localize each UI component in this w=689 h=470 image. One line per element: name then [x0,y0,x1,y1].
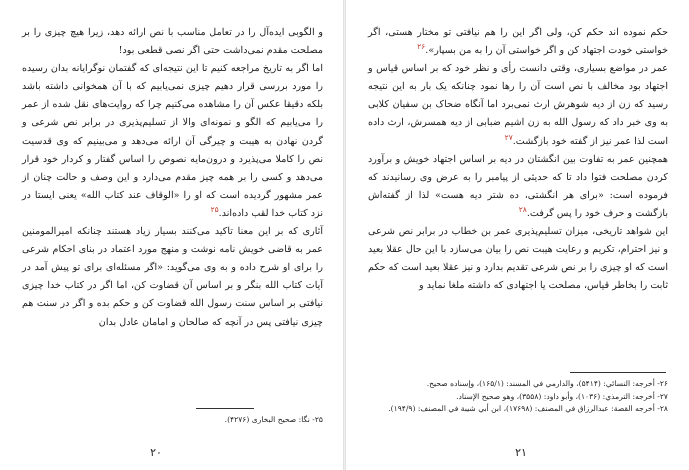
right-paragraph-3-text: همچنین عمر به تفاوت بین انگشتان در دیه بر اساس اجتهاد خویش و برآورد کردن مصلحت فتوا داد تا که حدیثی از پیامبر را به عرض وی رسانیدند که فرموده است: «برای هر انگشتی، ده شتر دیه هست» لذا از گفته‌اش بازگشت و حرف خود را پس گرفت. [368,153,668,219]
left-footnotes [22,414,323,427]
right-page [346,0,689,470]
right-paragraph-1 [368,24,668,60]
right-paragraph-4: این شواهد تاریخی، میزان تسلیم‌پذیری عمر بن خطاب در برابر نص شرعی و نیز احترام، تکریم و رعایت هیبت نص را بیان می‌سازد با این حال عقلا بعید است که او چیزی را بر نص شرعی تقدیم بدارد و نیز عقلا بعید است که حکم ثابت را بخاطر قیاس، مصلحت یا اجتهادی که داشته ملغا نماید و [368,226,668,292]
right-paragraph-2-text: عمر در مواضع بسیاری، وقتی دانست رأی و نظر خود که بر اساس قیاس و اجتهاد بود مخالف با نص است آن را رها نمود چنانکه یک بار به این نتیجه رسید که زن از دیه شوهرش ارث نمی‌برد اما آنگاه ضحاک بن سفیان کلابی به وی خبر داد که رسول الله به زن اشیم ضبابی از دیه همسرش، ارث داده است لذا عمر نیز از گفته خود بازگشت. [368,63,668,147]
footnote-27: ۲۷- أخرجه: الترمذي: (۱۰۳۶)، وأبو داود: (۳۵۵۸)، وهو صحيح الإسناد. [456,391,668,401]
footnote-ref-27[interactable]: ۲۷ [504,132,513,142]
page-number-left: ۲۰ [150,446,162,459]
footnote-25: ۲۵- نگا: صحیح البخاری (۴۲۷۶). [224,415,323,424]
left-page-body [22,24,323,332]
footnote-ref-28[interactable]: ۲۸ [518,204,527,214]
right-page-body [368,24,668,295]
right-paragraph-2 [368,60,668,150]
left-paragraph-1: و الگوبی ایده‌آل را در تعامل مناسب با نص ارائه دهد، زیرا هیچ چیزی را بر مصلحت مقدم نمی‌داشت حتی اگر نصی قطعی بود! [22,27,323,57]
right-paragraph-1-text: حکم نموده اند حکم کن، ولی اگر این را هم نیافتی تو مختار هستی، اگر خواستی خودت اجتهاد کن و اگر خواستی آن را به من بسپار». [368,27,668,57]
footnote-ref-26[interactable]: ۲۶ [417,41,426,51]
left-page [0,0,343,470]
footnote-26: ۲۶- أخرجه: النسائي: (۵۴۱۴)، والدارمي في المسند: (۱۶۵/۱)، وإسناده صحيح. [426,379,668,388]
right-paragraph-3 [368,151,668,223]
left-paragraph-2-text: اما اگر به تاریخ مراجعه کنیم تا این نتیجه‌ای که گفتمان نوگرایانه بدان رسیده را مورد بررسی قرار دهیم چیزی نمی‌یابیم که با آن همخوانی داشته باشد بلکه دقیقا عکس آن را مشاهده می‌کنیم چرا که روایت‌های نقل شده از عمر را می‌یابیم که الگو و نمونه‌ای والا از تسلیم‌پذیری در برابر نص شرعی و گردن نهادن به هیبت و چیرگی آن ارائه می‌دهد و می‌بینیم که وی قدسیت نص را کاملا می‌پذیرد و درون‌مایه نصوص را اساس گفتار و کردار خود قرار می‌دهد و کسی را بر همه چیز مقدم می‌دارد و این وصف و حالت چنان از عمر مشهور گردیده است که او را «الوقاف عند کتاب الله» یعنی ایستا در نزد کتاب خدا لقب داده‌اند. [22,63,323,219]
left-paragraph-3: آثاری که بر این معنا تاکید می‌کنند بسیار زیاد هستند چنانکه امیرالمومنین عمر به قاضی خویش نامه نوشت و منهج مورد اعتماد در بنای احکام شرعی را برای او شرح داده و به وی می‌گوید: «اگر مسئله‌ای برای تو پیش آمد در آیات کتاب الله بنگر و بر اساس آن قضاوت کن، اما اگر در کتاب خدا چیزی نیافتی بر اساس سنت رسول الله قضاوت کن و حکم بده و اگر در سنت هم چیزی نیافتی پس در آنچه که صالحان و امامان عادل بدان [22,226,323,328]
page-number-right: ۲۱ [515,446,527,459]
left-paragraph-2 [22,60,323,223]
footnote-28: ۲۸- أخرجه القصة: عبدالرزاق في المصنف: (۱۷۶۹۸)، ابن أبي شيبة في المصنف: (۱۹۴/۹). [388,404,668,413]
right-footnotes [368,378,668,416]
footnote-divider [570,372,666,373]
footnote-ref-25[interactable]: ۲۵ [210,204,219,214]
footnote-divider [196,408,254,409]
